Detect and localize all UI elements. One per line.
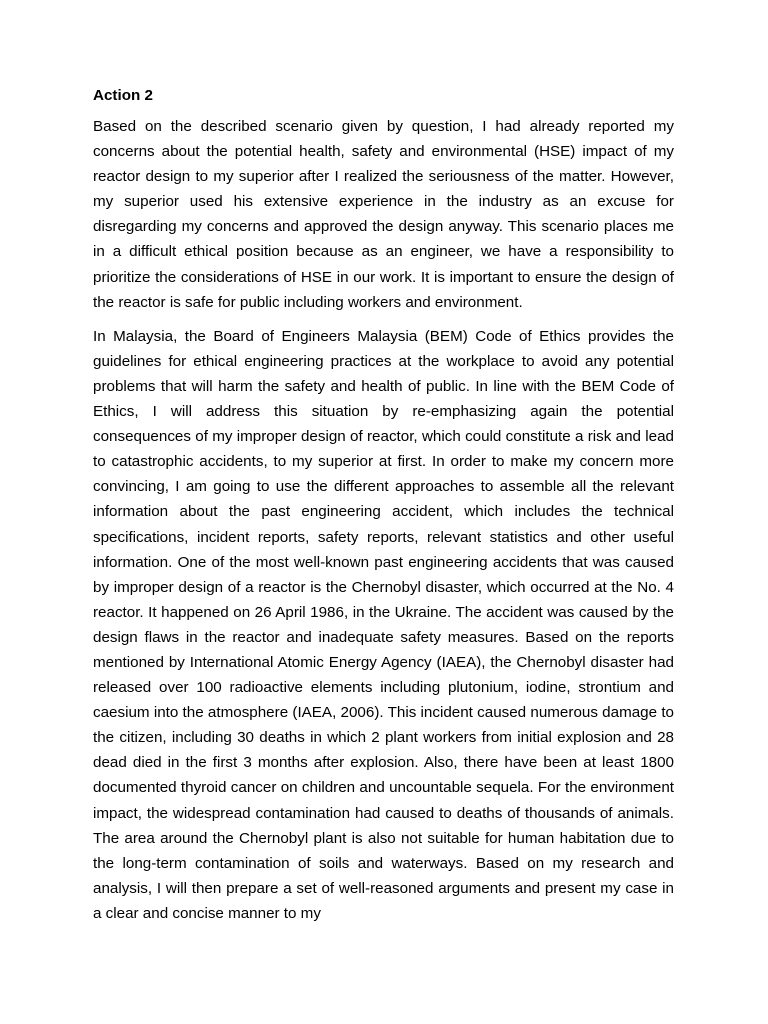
document-page: [93, 86, 674, 935]
paragraph-1: Based on the described scenario given by question, I had already reported my concerns about the potential health, safety and environmental (HSE) impact of my reactor design to my superior after I realized the seriousness of the matter. However, my superior used his extensive experience in the industry as an excuse for disregarding my concerns and approved the design anyway. This scenario places me in a difficult ethical position because as an engineer, we have a responsibility to prioritize the considerations of HSE in our work. It is important to ensure the design of the reactor is safe for public including workers and environment.: [93, 118, 674, 311]
section-heading: Action 2: [93, 87, 153, 104]
paragraph-2: In Malaysia, the Board of Engineers Malaysia (BEM) Code of Ethics provides the guidelines for ethical engineering practices at the workplace to avoid any potential problems that will harm the safety and health of public. In line with the BEM Code of Ethics, I will address this situation by re-emphasizing again the potential consequences of my improper design of reactor, which could constitute a risk and lead to catastrophic accidents, to my superior at first. In order to make my concern more convincing, I am going to use the different approaches to assemble all the relevant information about the past engineering accident, which includes the technical specifications, incident reports, safety reports, relevant statistics and other useful information. One of the most well-known past engineering accidents that was caused by improper design of a reactor is the Chernobyl disaster, which occurred at the No. 4 reactor. It happened on 26 April 1986, in the Ukraine. The accident was caused by the design flaws in the reactor and inadequate safety measures. Based on the reports mentioned by International Atomic Energy Agency (IAEA), the Chernobyl disaster had released over 100 radioactive elements including plutonium, iodine, strontium and caesium into the atmosphere (IAEA, 2006). This incident caused numerous damage to the citizen, including 30 deaths in which 2 plant workers from initial explosion and 28 dead died in the first 3 months after explosion. Also, there have been at least 1800 documented thyroid cancer on children and uncountable sequela. For the environment impact, the widespread contamination had caused to deaths of thousands of animals. The area around the Chernobyl plant is also not suitable for human habitation due to the long-term contamination of soils and waterways. Based on my research and analysis, I will then prepare a set of well-reasoned arguments and present my case in a clear and concise manner to my: [93, 327, 674, 922]
